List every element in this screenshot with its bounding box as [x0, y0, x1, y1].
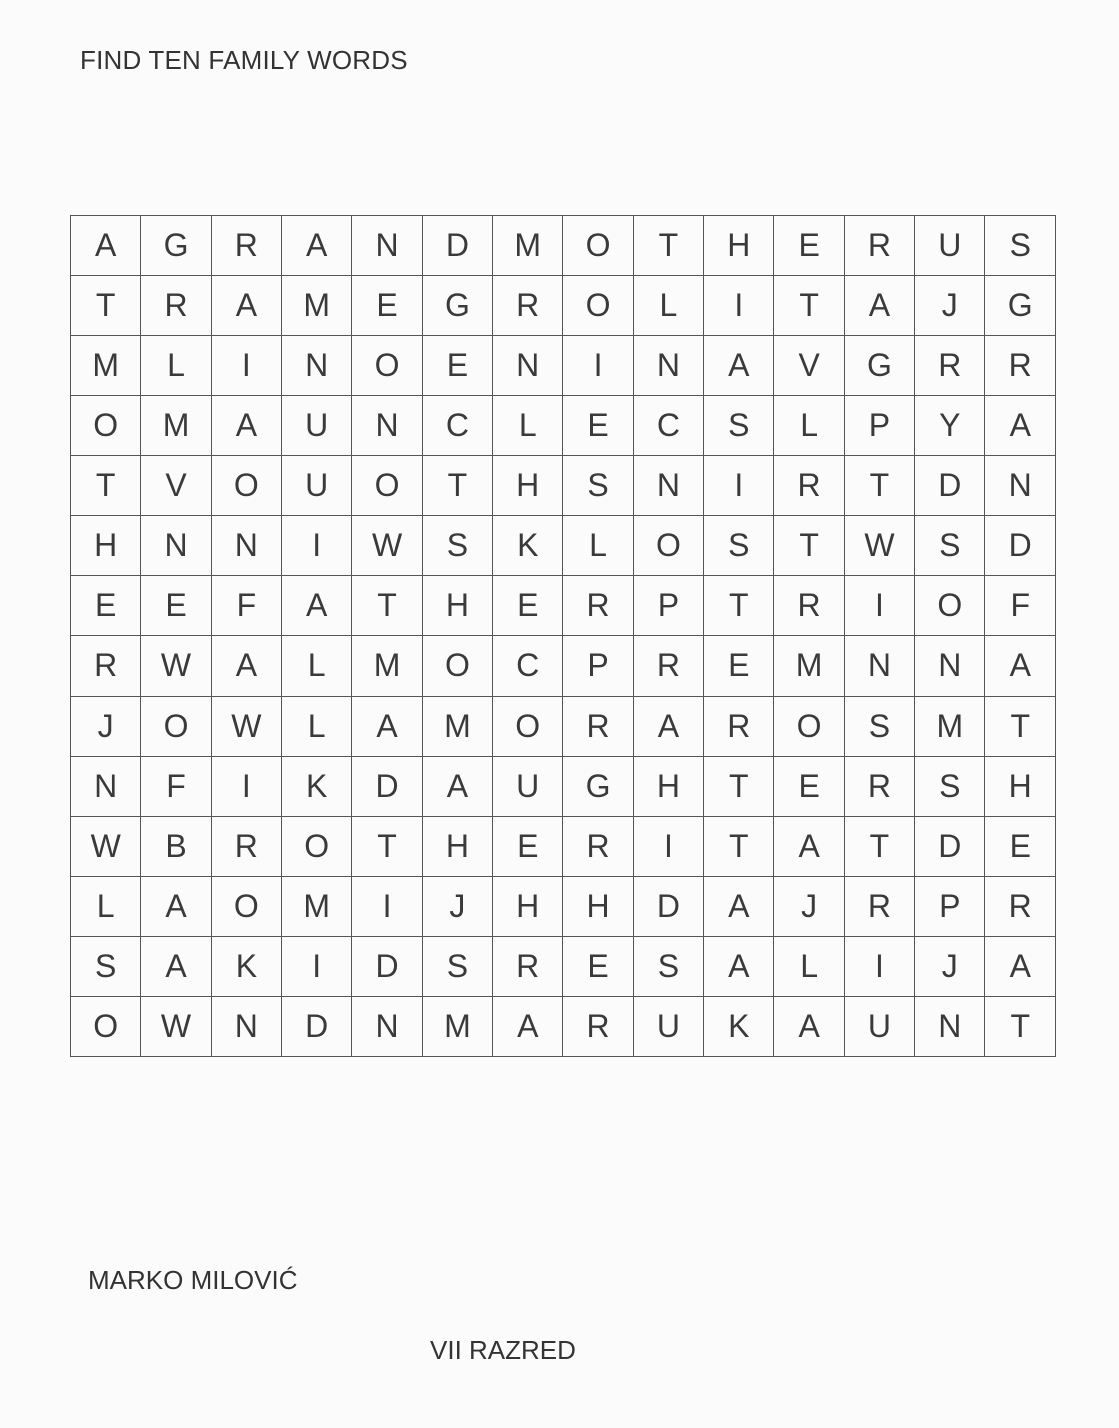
grid-cell: I	[844, 576, 914, 636]
grid-cell: A	[282, 576, 352, 636]
grid-cell: E	[493, 576, 563, 636]
grid-cell: L	[282, 636, 352, 696]
grid-cell: S	[422, 936, 492, 996]
grid-cell: M	[352, 636, 422, 696]
grid-cell: R	[844, 216, 914, 276]
grid-cell: N	[915, 636, 985, 696]
grid-cell: D	[633, 876, 703, 936]
grid-cell: G	[844, 336, 914, 396]
grid-cell: R	[211, 216, 281, 276]
grid-row	[71, 876, 1056, 936]
grid-cell: T	[844, 456, 914, 516]
grid-cell: W	[141, 996, 211, 1056]
grid-cell: N	[352, 216, 422, 276]
grid-cell: A	[844, 276, 914, 336]
grid-cell: T	[844, 816, 914, 876]
grid-cell: T	[704, 576, 774, 636]
grid-cell: E	[774, 216, 844, 276]
grid-cell: S	[633, 936, 703, 996]
grid-cell: O	[352, 336, 422, 396]
grid-cell: R	[563, 816, 633, 876]
grid-cell: E	[985, 816, 1056, 876]
grid-cell: A	[774, 996, 844, 1056]
grid-cell: S	[563, 456, 633, 516]
grid-cell: H	[633, 756, 703, 816]
grid-cell: P	[844, 396, 914, 456]
grid-cell: A	[422, 756, 492, 816]
grid-cell: R	[844, 876, 914, 936]
grid-cell: V	[774, 336, 844, 396]
grid-cell: N	[352, 996, 422, 1056]
grid-cell: D	[352, 936, 422, 996]
grid-cell: O	[71, 996, 141, 1056]
grid-cell: W	[211, 696, 281, 756]
grid-cell: E	[774, 756, 844, 816]
grid-cell: N	[844, 636, 914, 696]
grid-cell: I	[282, 516, 352, 576]
grid-cell: A	[71, 216, 141, 276]
grid-cell: E	[563, 396, 633, 456]
grid-cell: I	[844, 936, 914, 996]
grid-cell: J	[71, 696, 141, 756]
grid-row	[71, 456, 1056, 516]
grid-cell: I	[352, 876, 422, 936]
grid-cell: K	[493, 516, 563, 576]
grid-row	[71, 276, 1056, 336]
grid-cell: N	[211, 516, 281, 576]
grid-cell: A	[211, 396, 281, 456]
grid-cell: A	[141, 876, 211, 936]
grid-cell: V	[141, 456, 211, 516]
grid-cell: M	[422, 696, 492, 756]
grid-cell: L	[774, 396, 844, 456]
grid-cell: A	[211, 636, 281, 696]
grid-cell: S	[915, 516, 985, 576]
grid-cell: R	[211, 816, 281, 876]
grid-cell: P	[633, 576, 703, 636]
grid-cell: D	[352, 756, 422, 816]
grid-cell: A	[985, 396, 1056, 456]
grid-cell: L	[633, 276, 703, 336]
grid-row	[71, 636, 1056, 696]
grid-cell: T	[985, 696, 1056, 756]
grid-cell: I	[563, 336, 633, 396]
grid-cell: A	[493, 996, 563, 1056]
grid-row	[71, 816, 1056, 876]
grid-cell: R	[774, 456, 844, 516]
grid-cell: C	[422, 396, 492, 456]
grid-cell: N	[71, 756, 141, 816]
grid-cell: R	[563, 576, 633, 636]
grid-cell: T	[704, 756, 774, 816]
grid-cell: H	[704, 216, 774, 276]
grid-cell: T	[633, 216, 703, 276]
grid-cell: M	[422, 996, 492, 1056]
grid-cell: E	[71, 576, 141, 636]
word-search-grid	[70, 215, 1056, 1057]
grid-row	[71, 576, 1056, 636]
grid-cell: E	[493, 816, 563, 876]
grid-cell: R	[633, 636, 703, 696]
grid-cell: T	[985, 996, 1056, 1056]
grid-cell: T	[352, 576, 422, 636]
grid-cell: T	[774, 276, 844, 336]
grid-cell: A	[985, 936, 1056, 996]
grid-row	[71, 516, 1056, 576]
grid-cell: A	[282, 216, 352, 276]
grid-cell: I	[211, 336, 281, 396]
grid-cell: R	[704, 696, 774, 756]
grid-cell: N	[282, 336, 352, 396]
grid-cell: O	[211, 876, 281, 936]
grid-cell: D	[915, 456, 985, 516]
grid-cell: K	[282, 756, 352, 816]
grid-cell: U	[633, 996, 703, 1056]
grid-row	[71, 936, 1056, 996]
grid-cell: R	[844, 756, 914, 816]
class-grade: VII RAZRED	[430, 1335, 576, 1365]
grid-cell: O	[915, 576, 985, 636]
grid-row	[71, 756, 1056, 816]
grid-cell: H	[985, 756, 1056, 816]
grid-cell: I	[633, 816, 703, 876]
grid-cell: W	[141, 636, 211, 696]
grid-cell: S	[704, 396, 774, 456]
grid-cell: I	[211, 756, 281, 816]
grid-cell: A	[774, 816, 844, 876]
grid-cell: O	[352, 456, 422, 516]
grid-cell: S	[844, 696, 914, 756]
grid-cell: S	[915, 756, 985, 816]
grid-cell: F	[985, 576, 1056, 636]
grid-cell: C	[493, 636, 563, 696]
grid-cell: N	[985, 456, 1056, 516]
grid-cell: O	[422, 636, 492, 696]
grid-cell: M	[141, 396, 211, 456]
grid-cell: N	[633, 336, 703, 396]
grid-cell: U	[282, 396, 352, 456]
grid-cell: R	[985, 336, 1056, 396]
grid-cell: K	[704, 996, 774, 1056]
grid-cell: N	[915, 996, 985, 1056]
grid-cell: G	[422, 276, 492, 336]
grid-cell: L	[141, 336, 211, 396]
author-name: MARKO MILOVIĆ	[88, 1265, 298, 1295]
grid-cell: E	[563, 936, 633, 996]
grid-cell: R	[985, 876, 1056, 936]
grid-cell: M	[71, 336, 141, 396]
grid-cell: T	[71, 456, 141, 516]
grid-cell: R	[774, 576, 844, 636]
grid-cell: B	[141, 816, 211, 876]
grid-cell: O	[493, 696, 563, 756]
grid-cell: N	[493, 336, 563, 396]
grid-cell: S	[985, 216, 1056, 276]
grid-cell: R	[563, 696, 633, 756]
grid-cell: O	[71, 396, 141, 456]
grid-cell: P	[915, 876, 985, 936]
grid-cell: O	[141, 696, 211, 756]
grid-cell: W	[352, 516, 422, 576]
grid-cell: K	[211, 936, 281, 996]
grid-cell: S	[704, 516, 774, 576]
grid-cell: H	[422, 576, 492, 636]
grid-cell: A	[633, 696, 703, 756]
grid-cell: O	[774, 696, 844, 756]
grid-cell: U	[493, 756, 563, 816]
grid-cell: R	[141, 276, 211, 336]
grid-cell: E	[704, 636, 774, 696]
grid-cell: G	[563, 756, 633, 816]
grid-cell: N	[141, 516, 211, 576]
grid-cell: H	[493, 876, 563, 936]
grid-cell: M	[282, 276, 352, 336]
grid-cell: W	[71, 816, 141, 876]
grid-row	[71, 696, 1056, 756]
grid-cell: Y	[915, 396, 985, 456]
grid-cell: A	[704, 936, 774, 996]
grid-cell: O	[633, 516, 703, 576]
grid-cell: U	[844, 996, 914, 1056]
grid-cell: R	[563, 996, 633, 1056]
grid-cell: M	[493, 216, 563, 276]
grid-cell: R	[493, 936, 563, 996]
grid-cell: W	[844, 516, 914, 576]
grid-cell: O	[211, 456, 281, 516]
grid-cell: A	[985, 636, 1056, 696]
grid-cell: T	[71, 276, 141, 336]
grid-cell: M	[915, 696, 985, 756]
grid-cell: T	[422, 456, 492, 516]
grid-cell: O	[563, 216, 633, 276]
grid-cell: L	[774, 936, 844, 996]
grid-cell: H	[563, 876, 633, 936]
grid-cell: O	[563, 276, 633, 336]
grid-cell: S	[422, 516, 492, 576]
grid-cell: L	[71, 876, 141, 936]
grid-cell: D	[422, 216, 492, 276]
grid-cell: U	[282, 456, 352, 516]
grid-cell: F	[211, 576, 281, 636]
grid-cell: A	[352, 696, 422, 756]
grid-cell: D	[985, 516, 1056, 576]
grid-cell: T	[704, 816, 774, 876]
grid-cell: E	[141, 576, 211, 636]
grid-cell: R	[493, 276, 563, 336]
grid-cell: N	[633, 456, 703, 516]
grid-cell: L	[493, 396, 563, 456]
grid-cell: D	[282, 996, 352, 1056]
grid-cell: J	[422, 876, 492, 936]
grid-row	[71, 216, 1056, 276]
grid-cell: P	[563, 636, 633, 696]
grid-cell: I	[704, 276, 774, 336]
grid-row	[71, 396, 1056, 456]
grid-cell: J	[915, 936, 985, 996]
grid-cell: J	[774, 876, 844, 936]
grid-cell: L	[282, 696, 352, 756]
grid-cell: F	[141, 756, 211, 816]
grid-cell: J	[915, 276, 985, 336]
grid-cell: A	[704, 876, 774, 936]
page-title: FIND TEN FAMILY WORDS	[80, 45, 408, 75]
grid-cell: R	[71, 636, 141, 696]
grid-cell: H	[422, 816, 492, 876]
grid-cell: L	[563, 516, 633, 576]
grid-cell: E	[422, 336, 492, 396]
grid-row	[71, 336, 1056, 396]
grid-cell: I	[282, 936, 352, 996]
grid-cell: N	[211, 996, 281, 1056]
grid-cell: S	[71, 936, 141, 996]
grid-cell: T	[352, 816, 422, 876]
grid-cell: G	[985, 276, 1056, 336]
grid-cell: H	[71, 516, 141, 576]
grid-cell: O	[282, 816, 352, 876]
grid-cell: A	[211, 276, 281, 336]
grid-cell: T	[774, 516, 844, 576]
grid-cell: R	[915, 336, 985, 396]
grid-cell: C	[633, 396, 703, 456]
grid-cell: E	[352, 276, 422, 336]
grid-cell: N	[352, 396, 422, 456]
grid-row	[71, 996, 1056, 1056]
grid-cell: A	[704, 336, 774, 396]
grid-cell: D	[915, 816, 985, 876]
grid-cell: G	[141, 216, 211, 276]
grid-cell: A	[141, 936, 211, 996]
grid-cell: H	[493, 456, 563, 516]
grid-cell: M	[282, 876, 352, 936]
grid-cell: I	[704, 456, 774, 516]
grid-cell: U	[915, 216, 985, 276]
grid-cell: M	[774, 636, 844, 696]
